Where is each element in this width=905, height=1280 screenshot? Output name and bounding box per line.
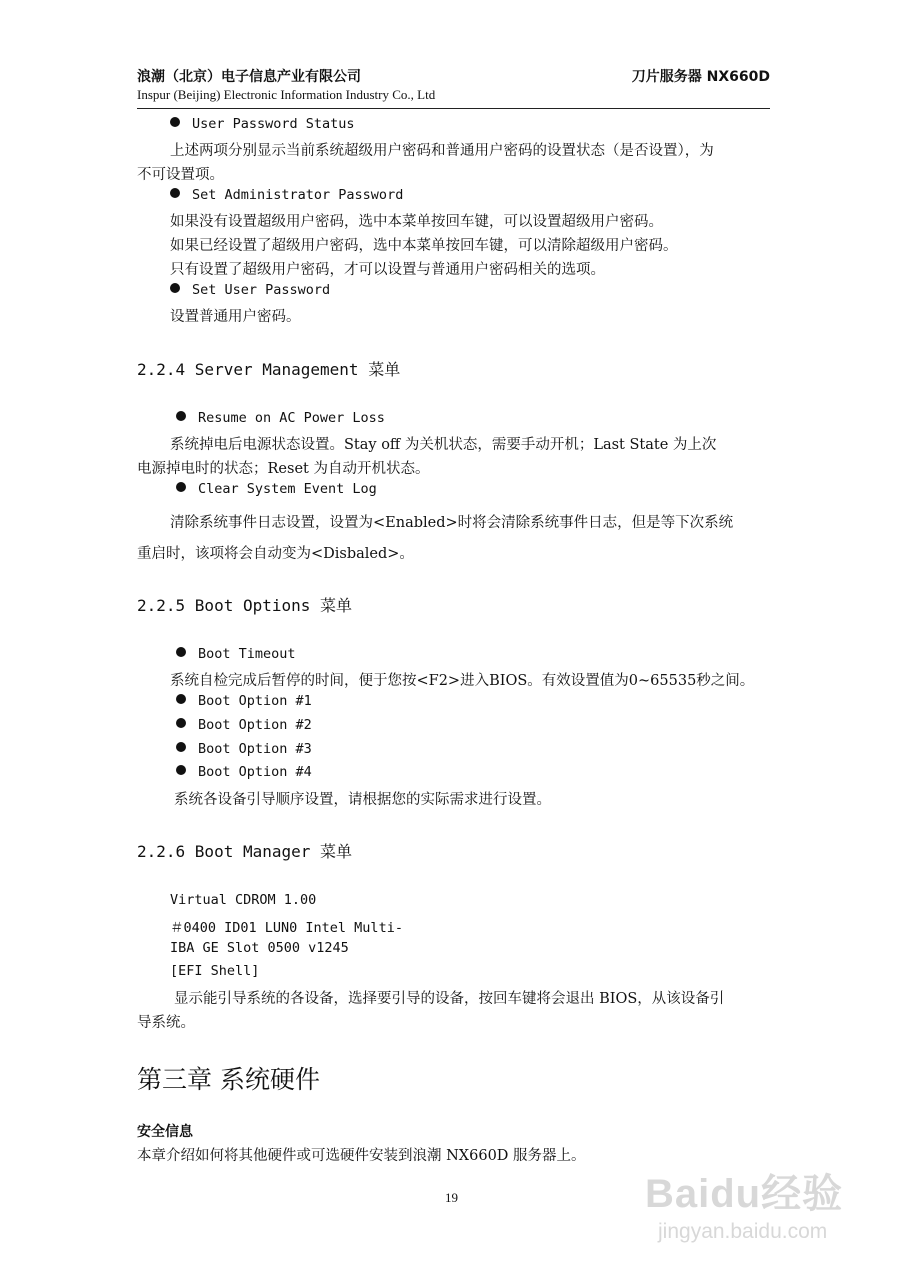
boot-device-line: [EFI Shell] bbox=[170, 963, 260, 979]
paragraph: 系统掉电后电源状态设置。Stay off 为关机状态，需要手动开机；Last State 为上次 bbox=[170, 437, 717, 453]
list-item: Boot Option #1 bbox=[176, 693, 312, 709]
list-item: Set Administrator Password bbox=[170, 187, 403, 203]
subsection-title: 安全信息 bbox=[137, 1124, 193, 1140]
boot-device-line: Virtual CDROM 1.00 bbox=[170, 892, 317, 908]
paragraph: 系统各设备引导顺序设置，请根据您的实际需求进行设置。 bbox=[174, 792, 551, 808]
bullet-icon bbox=[176, 482, 186, 492]
paragraph: 如果已经设置了超级用户密码，选中本菜单按回车键，可以清除超级用户密码。 bbox=[170, 238, 678, 254]
paragraph: 本章介绍如何将其他硬件或可选硬件安装到浪潮 NX660D 服务器上。 bbox=[137, 1148, 586, 1164]
paragraph: 上述两项分别显示当前系统超级用户密码和普通用户密码的设置状态（是否设置），为 bbox=[170, 143, 714, 159]
boot-device-line: IBA GE Slot 0500 v1245 bbox=[170, 940, 349, 956]
watermark-url: jingyan.baidu.com bbox=[658, 1220, 828, 1243]
bullet-icon bbox=[176, 647, 186, 657]
bullet-icon bbox=[176, 694, 186, 704]
list-item: Boot Option #2 bbox=[176, 717, 312, 733]
paragraph: 系统自检完成后暂停的时间，便于您按<F2>进入BIOS。有效设置值为0~65535秒之间。 bbox=[170, 673, 755, 689]
list-item: Boot Option #3 bbox=[176, 741, 312, 757]
list-item: Resume on AC Power Loss bbox=[176, 410, 385, 426]
chapter-title: 第三章 系统硬件 bbox=[137, 1065, 320, 1094]
list-item: Boot Option #4 bbox=[176, 764, 312, 780]
section-title: 2.2.6 Boot Manager 菜单 bbox=[137, 842, 353, 861]
bullet-icon bbox=[176, 718, 186, 728]
bullet-icon bbox=[170, 283, 180, 293]
section-title: 2.2.5 Boot Options 菜单 bbox=[137, 596, 353, 615]
list-item: Clear System Event Log bbox=[176, 481, 377, 497]
page-number: 19 bbox=[445, 1190, 458, 1205]
list-item: Set User Password bbox=[170, 282, 330, 298]
bullet-icon bbox=[170, 117, 180, 127]
bullet-icon bbox=[176, 742, 186, 752]
paragraph: 重启时，该项将会自动变为<Disbaled>。 bbox=[137, 546, 414, 562]
header-company-en: Inspur (Beijing) Electronic Information Industry Co., Ltd bbox=[137, 87, 436, 102]
paragraph: 清除系统事件日志设置，设置为<Enabled>时将会清除系统事件日志，但是等下次系统 bbox=[170, 515, 734, 531]
header-product: 刀片服务器 NX660D bbox=[631, 69, 770, 85]
paragraph: 电源掉电时的状态；Reset 为自动开机状态。 bbox=[137, 461, 430, 477]
list-item: User Password Status bbox=[170, 116, 355, 132]
paragraph: 不可设置项。 bbox=[137, 167, 224, 183]
boot-device-line: ＃0400 ID01 LUN0 Intel Multi- bbox=[170, 920, 403, 936]
paragraph: 如果没有设置超级用户密码，选中本菜单按回车键，可以设置超级用户密码。 bbox=[170, 214, 663, 230]
bullet-icon bbox=[170, 188, 180, 198]
paragraph: 设置普通用户密码。 bbox=[170, 309, 301, 325]
paragraph: 导系统。 bbox=[137, 1015, 195, 1031]
section-title: 2.2.4 Server Management 菜单 bbox=[137, 360, 401, 379]
paragraph: 显示能引导系统的各设备，选择要引导的设备，按回车键将会退出 BIOS，从该设备引 bbox=[174, 991, 725, 1007]
watermark-logo: Baidu经验 bbox=[645, 1172, 844, 1216]
bullet-icon bbox=[176, 765, 186, 775]
header-rule bbox=[137, 108, 770, 109]
header-company-cn: 浪潮（北京）电子信息产业有限公司 bbox=[137, 69, 361, 85]
paragraph: 只有设置了超级用户密码，才可以设置与普通用户密码相关的选项。 bbox=[170, 262, 605, 278]
bullet-icon bbox=[176, 411, 186, 421]
list-item: Boot Timeout bbox=[176, 646, 296, 662]
